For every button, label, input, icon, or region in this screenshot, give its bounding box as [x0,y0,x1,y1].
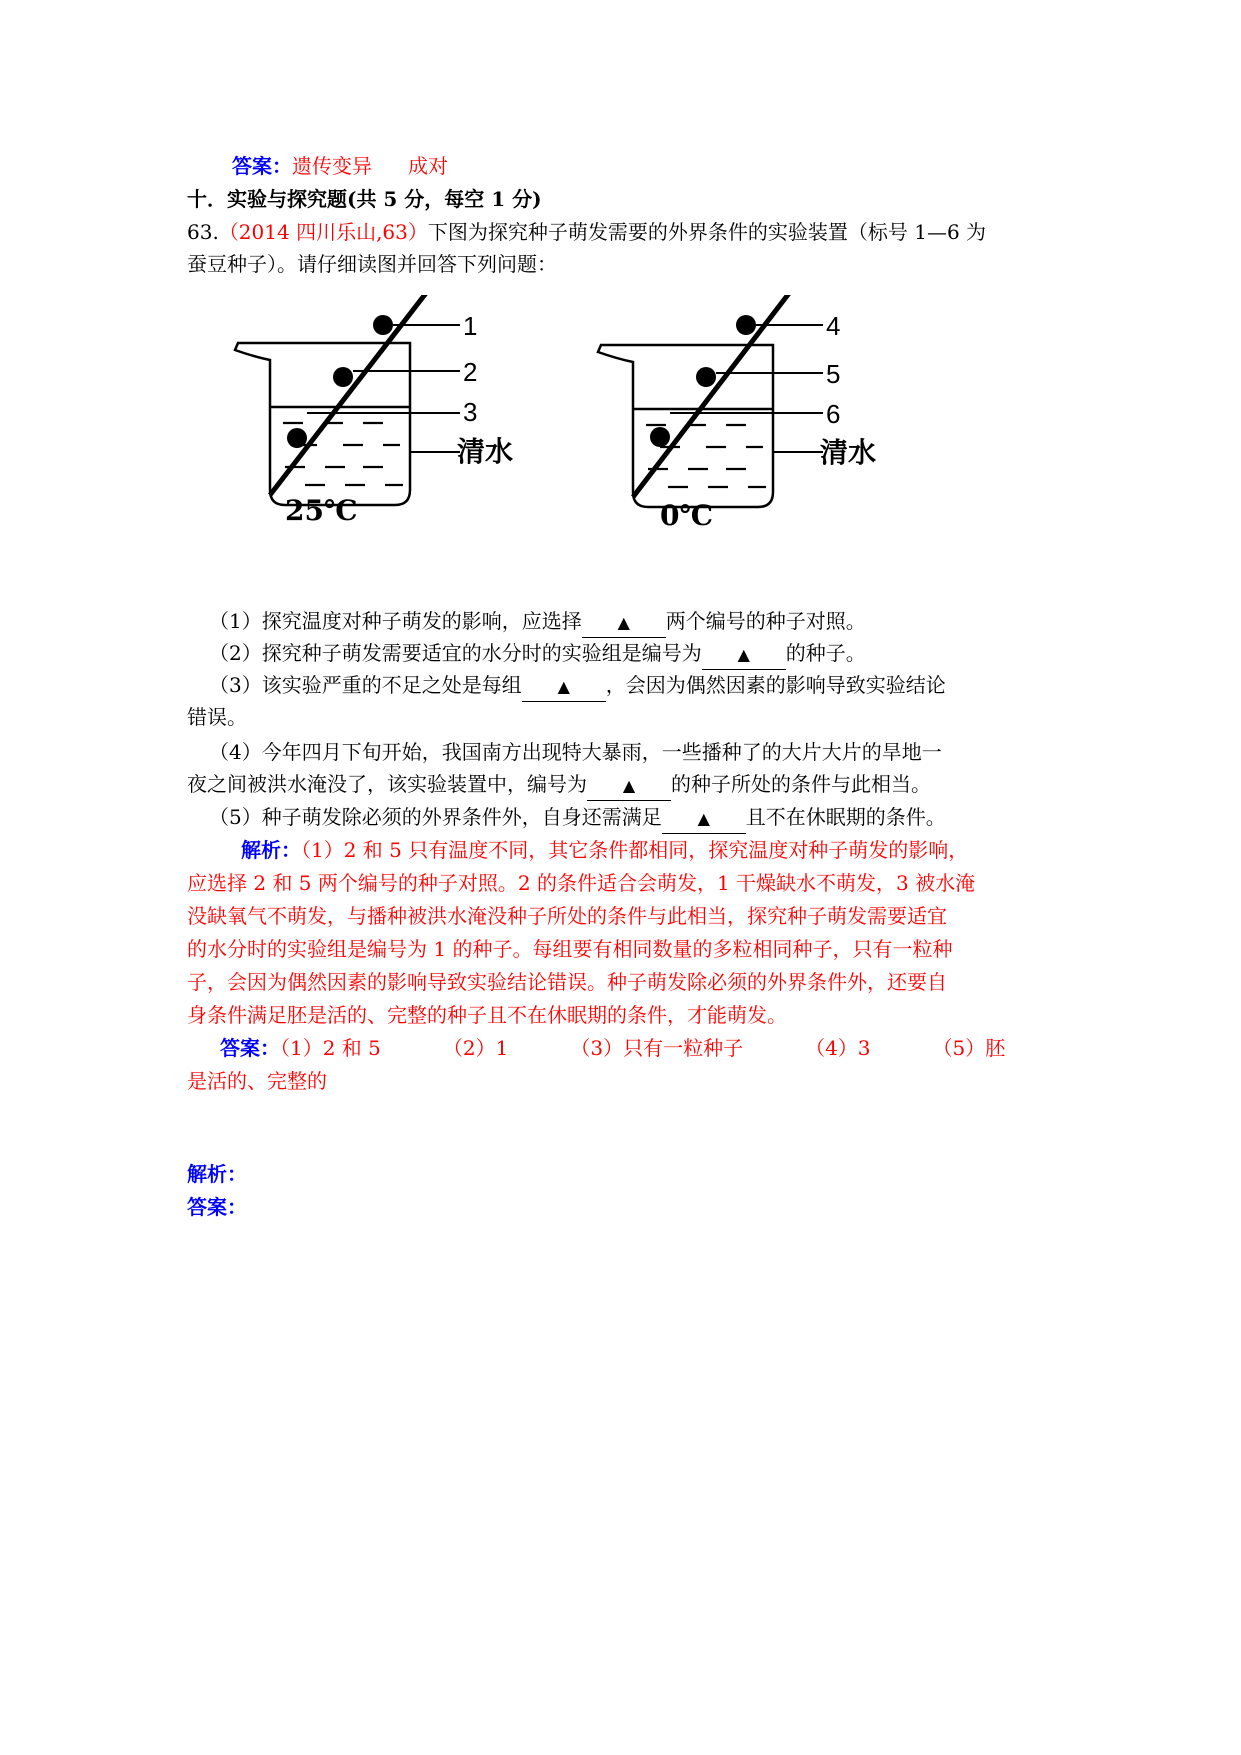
answer-line [220,1034,1005,1062]
subquestion-5-text-b: 且不在休眠期的条件。 [745,805,946,829]
question-stem-line-2: 蚕豆种子）。请仔细读图并回答下列问题： [187,252,557,276]
blank-4: ▲ [587,772,671,801]
label-6: 6 [826,399,841,429]
left-temperature: 25℃ [285,494,358,527]
seed-5 [696,367,716,387]
prev-answer-value-2: 成对 [408,154,448,178]
left-water-label: 清水 [457,435,514,468]
blank-5: ▲ [662,805,746,834]
label-1: 1 [463,311,478,341]
subquestion-3-text-b: ，会因为偶然因素的影响导致实验结论 [605,673,946,697]
analysis-line-6: 身条件满足胚是活的、完整的种子且不在休眠期的条件，才能萌发。 [187,1003,787,1027]
question-number: 63. [187,220,219,244]
right-water-label: 清水 [820,436,877,469]
subquestion-2-text-b: 的种子。 [785,641,866,665]
right-temperature: 0℃ [660,499,714,532]
seed-2 [333,367,353,387]
experiment-figure [225,295,1025,600]
label-4: 4 [826,311,841,341]
subquestion-3-cont: 错误。 [187,705,247,729]
subquestion-2-text-a: （2）探究种子萌发需要适宜的水分时的实验组是编号为 [209,641,702,665]
seed-6 [650,427,670,447]
prev-answer-value-1: 遗传变异 [292,154,372,178]
right-beaker-group [598,295,876,532]
analysis-label: 解析： [241,838,301,862]
subquestion-1 [209,607,866,638]
analysis-line-1 [241,836,968,864]
answer-5: （5）胚 [932,1036,1006,1060]
subquestion-1-text-a: （1）探究温度对种子萌发的影响，应选择 [209,609,582,633]
answer-3: （3）只有一粒种子 [570,1036,744,1060]
subquestion-5 [209,803,946,834]
question-source: （2014 四川乐山,63） [218,220,428,244]
subquestion-4-text-c: 的种子所处的条件与此相当。 [671,772,931,796]
subquestion-1-text-b: 两个编号的种子对照。 [665,609,866,633]
blank-3: ▲ [522,673,606,702]
analysis-line-2: 应选择 2 和 5 两个编号的种子对照。2 的条件适合会萌发，1 干燥缺水不萌发，3 被水淹 [187,871,976,895]
blank-2: ▲ [702,641,786,670]
subquestion-4-text-b: 夜之间被洪水淹没了，该实验装置中，编号为 [187,772,587,796]
analysis-line-3: 没缺氧气不萌发，与播种被洪水淹没种子所处的条件与此相当，探究种子萌发需要适宜 [187,904,947,928]
seed-1 [373,315,393,335]
analysis-line-5: 子，会因为偶然因素的影响导致实验结论错误。种子萌发除必须的外界条件外，还要自 [187,970,947,994]
question-stem-text-1: 下图为探究种子萌发需要的外界条件的实验装置（标号 1—6 为 [427,220,987,244]
label-5: 5 [826,359,841,389]
seed-3 [287,428,307,448]
answer-label: 答案： [220,1036,280,1060]
subquestion-2 [209,639,866,670]
prev-answer-label: 答案： [232,154,292,178]
section-title: 十．实验与探究题(共 5 分，每空 1 分) [187,187,542,211]
answer-2: （2）1 [442,1036,509,1060]
label-3: 3 [463,397,478,427]
prev-answer-line [232,152,448,180]
subquestion-4: （4）今年四月下旬开始，我国南方出现特大暴雨，一些播种了的大片大片的旱地一 [209,740,942,764]
subquestion-3 [209,671,946,702]
label-2: 2 [463,357,478,387]
blank-1: ▲ [582,609,666,638]
footer-answer-label: 答案： [187,1195,247,1219]
answer-4: （4）3 [805,1036,871,1060]
question-stem-line-1 [187,218,986,246]
subquestion-3-text-a: （3）该实验严重的不足之处是每组 [209,673,522,697]
subquestion-5-text-a: （5）种子萌发除必须的外界条件外，自身还需满足 [209,805,662,829]
left-beaker-group [235,295,513,527]
analysis-line-4: 的水分时的实验组是编号为 1 的种子。每组要有相同数量的多粒相同种子，只有一粒种 [187,937,953,961]
answer-line-cont: 是活的、完整的 [187,1069,327,1093]
answer-1: （1）2 和 5 [280,1036,381,1060]
footer-analysis-label: 解析： [187,1162,247,1186]
analysis-text-1: （1）2 和 5 只有温度不同，其它条件都相同，探究温度对种子萌发的影响， [301,838,969,862]
seed-4 [736,315,756,335]
subquestion-4-cont [187,770,931,801]
